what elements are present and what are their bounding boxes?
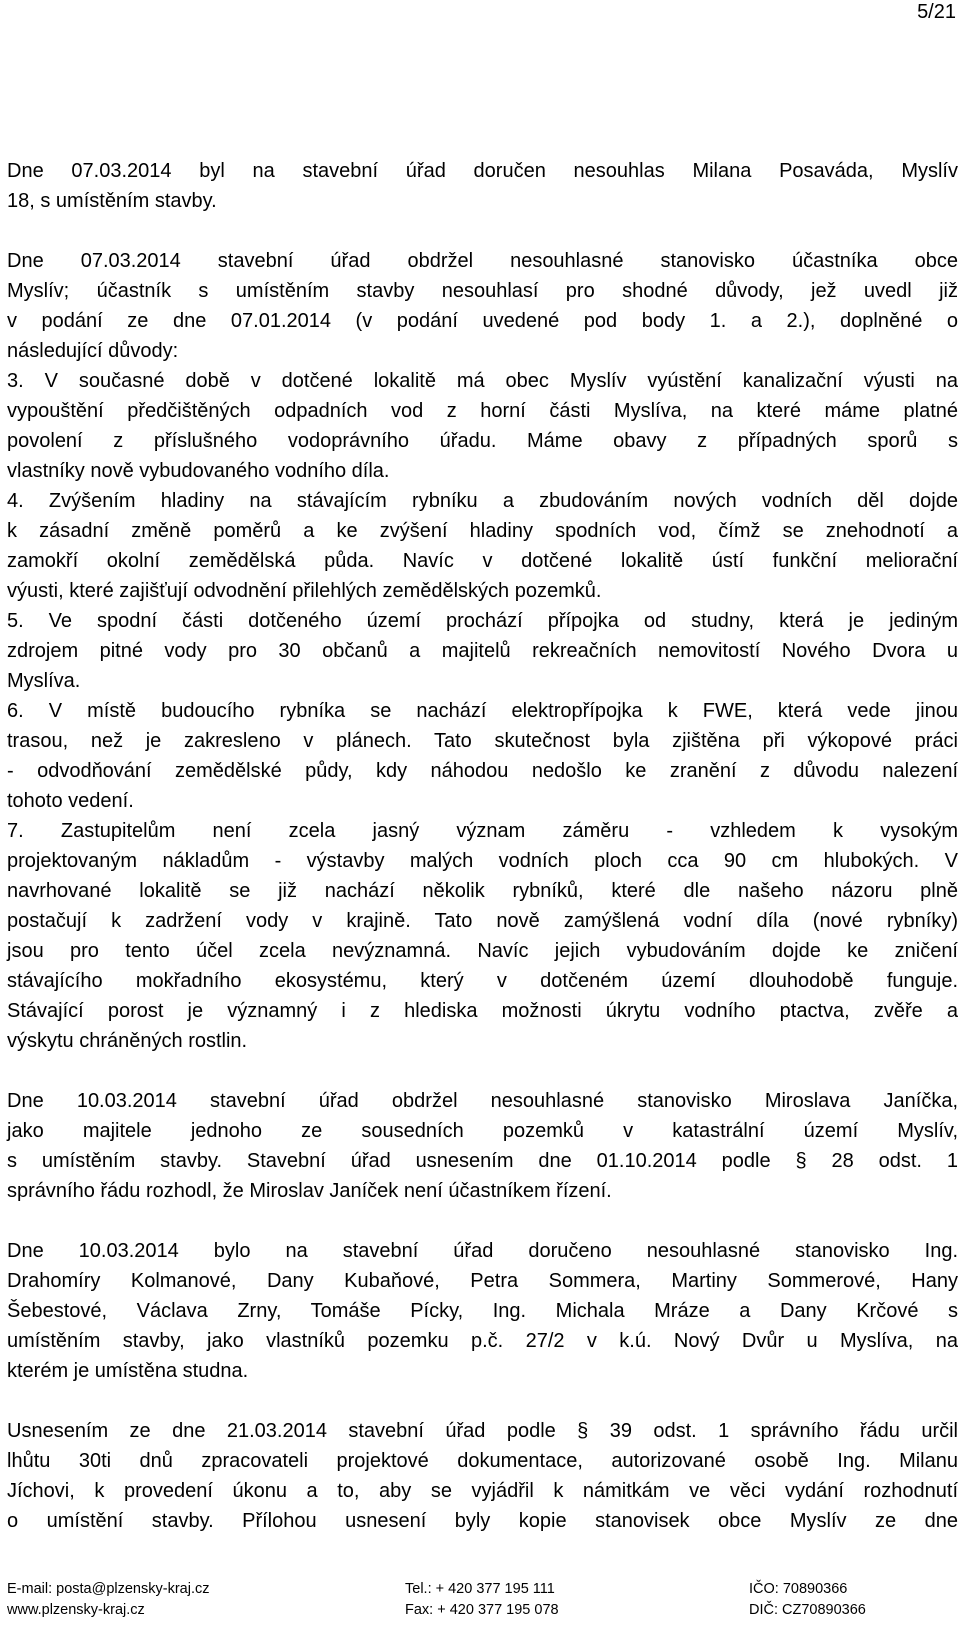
text-line: 7. Zastupitelům není zcela jasný význam záměru - vzhledem k vysokým xyxy=(7,820,958,842)
text-line: Stávající porost je významný i z hlediska možnosti úkrytu vodního ptactva, zvěře a xyxy=(7,1000,958,1022)
text-line: lhůtu 30ti dnů zpracovateli projektové dokumentace, autorizované osobě Ing. Milanu xyxy=(7,1450,958,1472)
text-line: jako majitele jednoho ze sousedních pozemků v katastrální území Myslív, xyxy=(7,1120,958,1142)
text-line: trasou, než je zakresleno v plánech. Tato skutečnost byla zjištěna při výkopové práci xyxy=(7,730,958,752)
text-line: Dne 10.03.2014 stavební úřad obdržel nesouhlasné stanovisko Miroslava Janíčka, xyxy=(7,1090,958,1112)
footer-contact-phone xyxy=(405,1579,559,1621)
text-line: Myslíva. xyxy=(7,670,81,692)
text-line: Dne 07.03.2014 byl na stavební úřad doručen nesouhlas Milana Posaváda, Myslív xyxy=(7,160,958,182)
text-line: následující důvody: xyxy=(7,340,179,362)
footer-tel: Tel.: + 420 377 195 111 xyxy=(405,1581,555,1597)
text-line: postačují k zadržení vody v krajině. Tato nově zamýšlená vodní díla (nové rybníky) xyxy=(7,910,958,932)
text-line: Dne 10.03.2014 bylo na stavební úřad doručeno nesouhlasné stanovisko Ing. xyxy=(7,1240,958,1262)
footer-company-ids xyxy=(749,1579,866,1621)
text-line: 5. Ve spodní části dotčeného území prochází přípojka od studny, která je jediným xyxy=(7,610,958,632)
text-line: Šebestové, Václava Zrny, Tomáše Pícky, Ing. Michala Mráze a Dany Krčové s xyxy=(7,1300,958,1322)
page-number: 5/21 xyxy=(917,1,956,23)
footer-dic: DIČ: CZ70890366 xyxy=(749,1602,866,1618)
text-line: tohoto vedení. xyxy=(7,790,134,812)
footer-contact-web xyxy=(7,1579,209,1621)
text-line: výusti, které zajišťují odvodnění přilehlých zemědělských pozemků. xyxy=(7,580,602,602)
footer-ico: IČO: 70890366 xyxy=(749,1581,848,1597)
text-line: Usnesením ze dne 21.03.2014 stavební úřad podle § 39 odst. 1 správního řádu určil xyxy=(7,1420,958,1442)
footer-web: www.plzensky-kraj.cz xyxy=(7,1602,145,1618)
page-footer xyxy=(7,1579,958,1625)
text-line: Dne 07.03.2014 stavební úřad obdržel nesouhlasné stanovisko účastníka obce xyxy=(7,250,958,272)
paragraph xyxy=(7,1086,958,1206)
text-line: kterém je umístěna studna. xyxy=(7,1360,249,1382)
text-line: Drahomíry Kolmanové, Dany Kubaňové, Petra Sommera, Martiny Sommerové, Hany xyxy=(7,1270,958,1292)
text-line: jsou pro tento účel zcela nevýznamná. Navíc jejich vybudováním dojde ke zničení xyxy=(7,940,958,962)
text-line: 6. V místě budoucího rybníka se nachází elektropřípojka k FWE, která vede jinou xyxy=(7,700,958,722)
paragraph xyxy=(7,156,958,216)
text-line: zamokří okolní zemědělská půda. Navíc v dotčené lokalitě ústí funkční meliorační xyxy=(7,550,958,572)
text-line: Jíchovi, k provedení úkonu a to, aby se vyjádřil k námitkám ve věci vydání rozhodnutí xyxy=(7,1480,958,1502)
text-line: o umístění stavby. Přílohou usnesení byly kopie stanovisek obce Myslív ze dne xyxy=(7,1510,958,1532)
footer-email: E-mail: posta@plzensky-kraj.cz xyxy=(7,1581,210,1597)
text-line: povolení z příslušného vodoprávního úřadu. Máme obavy z případných sporů s xyxy=(7,430,958,452)
text-line: umístěním stavby, jako vlastníků pozemku p.č. 27/2 v k.ú. Nový Dvůr u Myslíva, na xyxy=(7,1330,958,1352)
paragraph xyxy=(7,1236,958,1386)
paragraph xyxy=(7,1416,958,1536)
text-line: navrhované lokalitě se již nachází několik rybníků, které dle našeho názoru plně xyxy=(7,880,958,902)
text-line: 18, s umístěním stavby. xyxy=(7,190,217,212)
text-line: - odvodňování zemědělské půdy, kdy náhodou nedošlo ke zranění z důvodu nalezení xyxy=(7,760,958,782)
document-body xyxy=(7,156,958,1536)
text-line: výskytu chráněných rostlin. xyxy=(7,1030,248,1052)
text-line: zdrojem pitné vody pro 30 občanů a majitelů rekreačních nemovitostí Nového Dvora u xyxy=(7,640,958,662)
paragraph xyxy=(7,246,958,1056)
text-line: vlastníky nově vybudovaného vodního díla. xyxy=(7,460,390,482)
text-line: 4. Zvýšením hladiny na stávajícím rybníku a zbudováním nových vodních děl dojde xyxy=(7,490,958,512)
text-line: vypouštění předčištěných odpadních vod z horní části Myslíva, na které máme platné xyxy=(7,400,958,422)
text-line: v podání ze dne 07.01.2014 (v podání uvedené pod body 1. a 2.), doplněné o xyxy=(7,310,958,332)
text-line: s umístěním stavby. Stavební úřad usnesením dne 01.10.2014 podle § 28 odst. 1 xyxy=(7,1150,958,1172)
text-line: Myslív; účastník s umístěním stavby nesouhlasí pro shodné důvody, jež uvedl již xyxy=(7,280,958,302)
text-line: správního řádu rozhodl, že Miroslav Janíček není účastníkem řízení. xyxy=(7,1180,612,1202)
text-line: k zásadní změně poměrů a ke zvýšení hladiny spodních vod, čímž se znehodnotí a xyxy=(7,520,958,542)
text-line: stávajícího mokřadního ekosystému, který v dotčeném území dlouhodobě funguje. xyxy=(7,970,958,992)
text-line: projektovaným nákladům - výstavby malých vodních ploch cca 90 cm hlubokých. V xyxy=(7,850,958,872)
footer-fax: Fax: + 420 377 195 078 xyxy=(405,1602,559,1618)
text-line: 3. V současné době v dotčené lokalitě má obec Myslív vyústění kanalizační výusti na xyxy=(7,370,958,392)
